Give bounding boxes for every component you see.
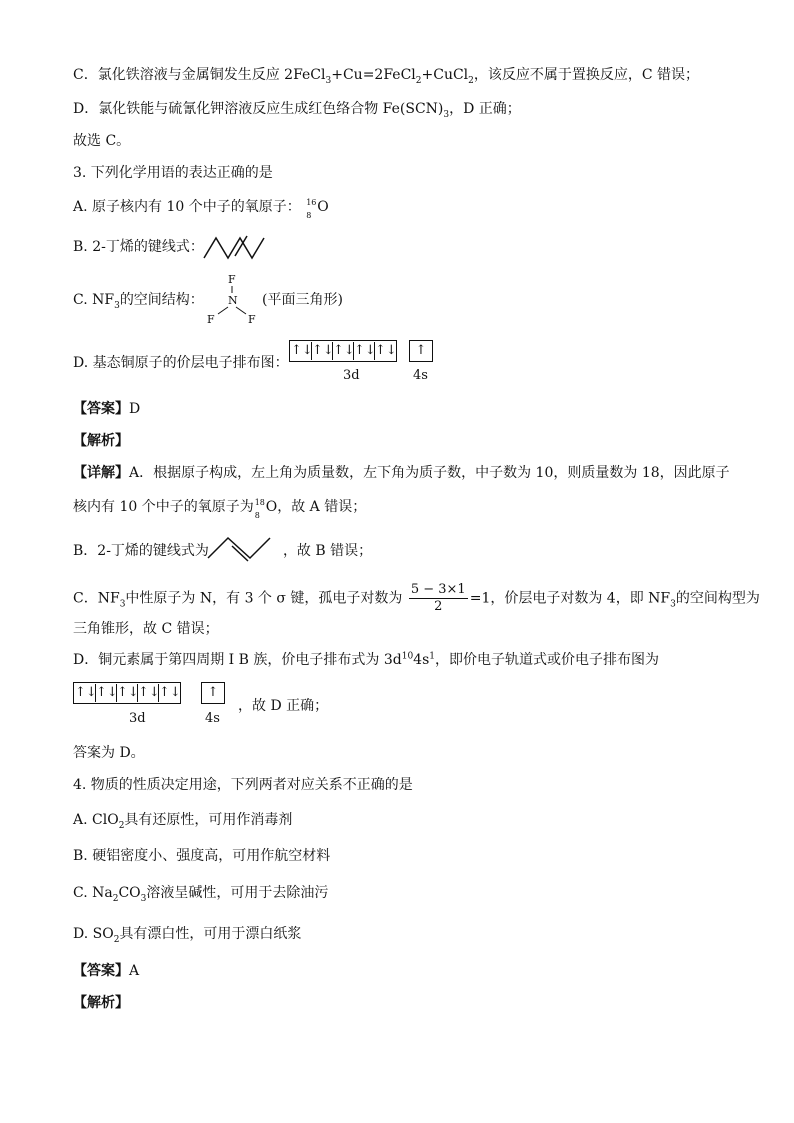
correct-butene-skeletal <box>206 536 272 562</box>
q3d-4s-orbital: ↑ <box>409 340 433 362</box>
detail-c-line1: C．$NF_3$中性原子为 N，有 3 个 σ 键，孤电子对数为 $\frac{5 - 3\times 1}{2}$ =1，价层电子对数为 4，即 $NF_3$的空间构型为 <box>73 582 760 614</box>
fluorine-left: F <box>207 313 215 326</box>
fluorine-right: F <box>248 313 256 326</box>
question-3: 3. 下列化学用语的表达正确的是 <box>73 165 273 181</box>
lone-pair-fraction: $\frac{5 - 3\times 1}{2}$ <box>410 582 466 614</box>
detail-d-4s-orbital: ↑ <box>201 682 225 704</box>
detail-d-label-4s: 4s <box>205 711 220 726</box>
q3-option-a: A. 原子核内有 10 个中子的氧原子： 16 8 O <box>73 198 329 220</box>
detail-c-line2: 三角锥形，故 C 错误； <box>73 621 219 637</box>
q4-option-b: B. 硬铝密度小、强度高，可用作航空材料 <box>73 848 331 864</box>
option-d-previous: D．氯化铁能与硫氰化钾溶液反应生成红色络合物 $Fe(SCN)_3$，D 正确； <box>73 101 521 120</box>
choose-c-line: 故选 C。 <box>73 133 131 149</box>
nitrogen-center: N <box>228 294 238 307</box>
wrong-butene-skeletal <box>202 234 266 260</box>
detail-d-line1: D．铜元素属于第四周期 I B 族，价电子排布式为 $3d^{10}4s^1$，即价电子轨道式或价电子排布图为 <box>73 651 659 668</box>
option-c-previous: C．氯化铁溶液与金属铜发生反应 2FeCl$_3$+Cu=2FeCl$_2$+CuCl$_2$，该反应不属于置换反应，C 错误； <box>73 67 700 86</box>
question-4: 4. 物质的性质决定用途，下列两者对应关系不正确的是 <box>73 777 413 793</box>
detail-b: B．2-丁烯的键线式为 ，故 B 错误； <box>73 543 373 559</box>
isotope-notation: 16 8 <box>306 198 317 220</box>
detail-a-line1: 【详解】A．根据原子构成，左上角为质量数，左下角为质子数，中子数为 10，则质量数为 18，因此原子 <box>73 465 730 481</box>
q3-option-c: C. $NF_3$的空间结构： <box>73 292 204 311</box>
q3c-note: (平面三角形) <box>262 292 343 308</box>
detail-d-3d-orbitals: ↑↓ ↑↓ ↑↓ ↑↓ ↑↓ <box>73 682 181 704</box>
answer-4: 【答案】A <box>73 963 140 979</box>
analysis-3-heading: 【解析】 <box>73 433 129 449</box>
q3d-3d-orbitals: ↑↓ ↑↓ ↑↓ ↑↓ ↑↓ <box>289 340 397 362</box>
q3d-label-4s: 4s <box>413 368 428 383</box>
isotope-notation-answer: 18 8 <box>254 498 265 520</box>
answer-3: 【答案】D <box>73 401 141 417</box>
q3-option-d: D. 基态铜原子的价层电子排布图： <box>73 355 289 371</box>
detail-d-line2: ，故 D 正确； <box>238 698 329 714</box>
q4-option-c: C. $Na_2CO_3$溶液呈碱性，可用于去除油污 <box>73 885 329 904</box>
detail-a-line2: 核内有 10 个中子的氧原子为 18 8 O，故 A 错误； <box>73 498 367 520</box>
detail-d-label-3d: 3d <box>129 711 146 726</box>
fluorine-top: F <box>228 273 236 286</box>
q3d-label-3d: 3d <box>343 368 360 383</box>
q3-option-b: B. 2-丁烯的键线式： <box>73 239 204 255</box>
nf3-bonds <box>208 283 258 317</box>
analysis-4-heading: 【解析】 <box>73 995 129 1011</box>
q4-option-a: A. ClO$_2$具有还原性，可用作消毒剂 <box>73 812 293 831</box>
q4-option-d: D. $SO_2$具有漂白性，可用于漂白纸浆 <box>73 926 302 945</box>
answer-is-d: 答案为 D。 <box>73 745 145 761</box>
